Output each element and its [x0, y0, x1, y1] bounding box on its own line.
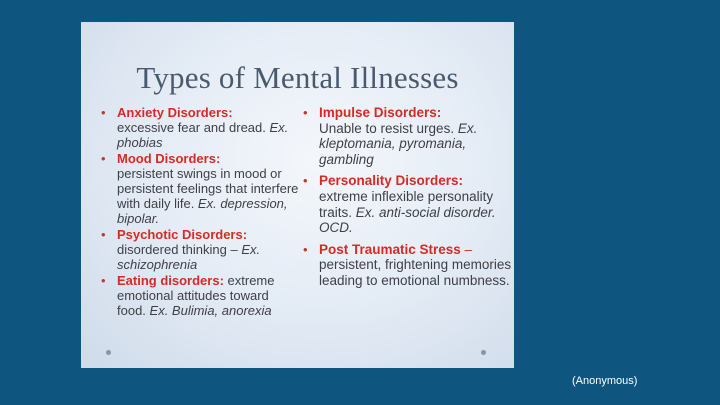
item-title: Anxiety Disorders:	[117, 105, 233, 120]
item-body	[117, 242, 301, 272]
bullet: •	[101, 105, 106, 120]
left-column	[101, 105, 301, 319]
item-title	[117, 273, 301, 288]
pin-dot	[481, 350, 486, 355]
bullet: •	[303, 173, 308, 189]
item-body-text: Unable to resist urges.	[319, 120, 458, 136]
item-body	[117, 166, 301, 226]
item-body-text: extreme inflexible personality traits.	[319, 188, 494, 220]
slide-image	[81, 22, 514, 368]
item-title-tail: extreme	[223, 273, 275, 288]
list-item	[303, 242, 513, 289]
list-item	[101, 105, 301, 150]
item-example: Ex. kleptomania, pyromania, gambling	[319, 120, 478, 167]
item-example: Ex. schizophrenia	[117, 242, 261, 272]
item-body-text: persistent swings in mood or persistent feelings that interfere with daily life.	[117, 166, 299, 211]
item-body	[319, 121, 513, 168]
item-body-text: excessive fear and dread.	[117, 120, 270, 135]
item-body	[319, 189, 513, 236]
item-body-text: persistent, frightening memories leading to emotional numbness.	[319, 257, 512, 288]
item-example: Ex. depression, bipolar.	[117, 196, 288, 226]
pin-dot	[106, 350, 111, 355]
attribution: (Anonymous)	[572, 375, 638, 387]
bullet: •	[101, 273, 106, 288]
item-title-text: Post Traumatic Stress	[319, 241, 461, 257]
right-column	[303, 105, 513, 290]
item-body	[117, 288, 301, 318]
slide-title: Types of Mental Illnesses	[136, 60, 459, 95]
item-body-text: disordered thinking –	[117, 242, 242, 257]
list-item	[303, 105, 513, 167]
item-example: Ex. Bulimia, anorexia	[149, 303, 272, 318]
item-title: Impulse Disorders:	[319, 105, 442, 120]
item-body-text: emotional attitudes toward food.	[117, 288, 269, 318]
item-example: Ex. phobias	[117, 120, 289, 150]
list-item	[101, 151, 301, 226]
item-title: Psychotic Disorders:	[117, 227, 248, 242]
item-title	[319, 242, 513, 258]
list-item	[101, 273, 301, 318]
list-item	[101, 227, 301, 272]
item-title: Personality Disorders:	[319, 173, 464, 189]
list-item	[303, 173, 513, 235]
item-title: Mood Disorders:	[117, 151, 221, 166]
bullet: •	[303, 105, 308, 120]
item-title-text: Eating disorders:	[117, 273, 224, 288]
item-title-tail: –	[460, 241, 473, 257]
item-body	[117, 120, 301, 150]
item-body	[319, 257, 513, 288]
bullet: •	[303, 241, 308, 257]
bullet: •	[101, 151, 106, 166]
bullet: •	[101, 227, 106, 242]
item-example: Ex. anti-social disorder. OCD.	[319, 204, 496, 236]
